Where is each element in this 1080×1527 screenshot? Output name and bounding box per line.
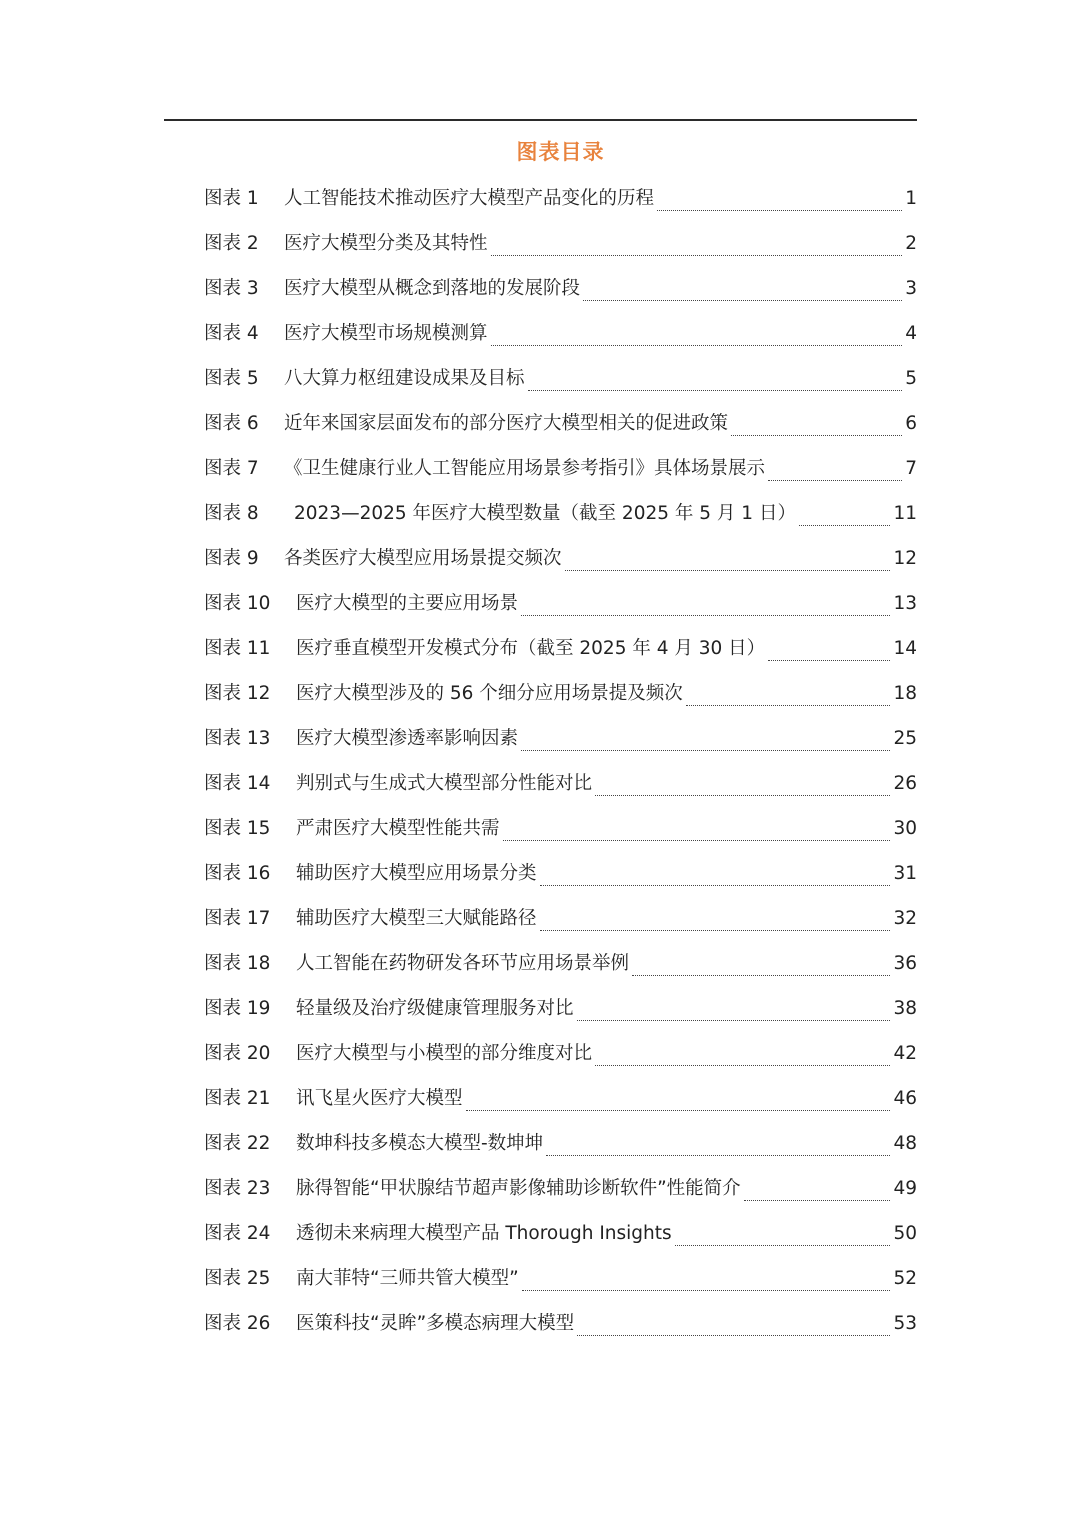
dot-leader: [540, 929, 891, 931]
figure-title: 数坤科技多模态大模型-数坤坤: [296, 1133, 544, 1154]
figure-number: 图表 17: [204, 908, 271, 929]
dot-leader: [657, 209, 902, 211]
figure-title: 轻量级及治疗级健康管理服务对比: [296, 998, 574, 1019]
figure-title: 《卫生健康行业人工智能应用场景参考指引》具体场景展示: [284, 458, 766, 479]
figure-number: 图表 7: [204, 458, 259, 479]
figure-number: 图表 10: [204, 593, 271, 614]
figure-number: 图表 22: [204, 1133, 271, 1154]
page-number: 18: [893, 683, 917, 704]
page-number: 52: [893, 1268, 917, 1289]
page-number: 5: [905, 368, 917, 389]
dot-leader: [768, 659, 890, 661]
dot-leader: [731, 434, 902, 436]
toc-entry[interactable]: [204, 812, 917, 857]
figure-title: 判别式与生成式大模型部分性能对比: [296, 773, 593, 794]
page-number: 49: [893, 1178, 917, 1199]
figure-number: 图表 5: [204, 368, 259, 389]
page-number: 42: [893, 1043, 917, 1064]
figure-title: 辅助医疗大模型三大赋能路径: [296, 908, 537, 929]
figure-title: 医疗垂直模型开发模式分布（截至 2025 年 4 月 30 日）: [296, 638, 766, 659]
dot-leader: [521, 749, 890, 751]
dot-leader: [528, 389, 903, 391]
toc-entry[interactable]: [204, 317, 917, 362]
figure-title: 医疗大模型从概念到落地的发展阶段: [284, 278, 581, 299]
figure-number: 图表 3: [204, 278, 259, 299]
toc-entry[interactable]: [204, 272, 917, 317]
toc-entry[interactable]: [204, 1262, 917, 1307]
page-number: 32: [893, 908, 917, 929]
figure-number: 图表 18: [204, 953, 271, 974]
page-number: 11: [893, 503, 917, 524]
figure-number: 图表 21: [204, 1088, 271, 1109]
figure-title: 医疗大模型市场规模测算: [284, 323, 488, 344]
page-number: 7: [905, 458, 917, 479]
dot-leader: [522, 1289, 891, 1291]
page-number: 50: [893, 1223, 917, 1244]
figure-number: 图表 13: [204, 728, 271, 749]
figure-number: 图表 2: [204, 233, 259, 254]
toc-entry[interactable]: [204, 1307, 917, 1352]
toc-entry[interactable]: [204, 1172, 917, 1217]
toc-entry[interactable]: [204, 1217, 917, 1262]
page-number: 30: [893, 818, 917, 839]
toc-entry[interactable]: [204, 362, 917, 407]
toc-entry[interactable]: [204, 902, 917, 947]
page-number: 14: [893, 638, 917, 659]
header-rule: [164, 119, 917, 121]
dot-leader: [503, 839, 891, 841]
figure-number: 图表 24: [204, 1223, 271, 1244]
dot-leader: [675, 1244, 891, 1246]
page-number: 12: [893, 548, 917, 569]
page-number: 25: [893, 728, 917, 749]
dot-leader: [595, 1064, 890, 1066]
page-number: 46: [893, 1088, 917, 1109]
toc-entry[interactable]: [204, 767, 917, 812]
toc-entry[interactable]: [204, 407, 917, 452]
page-number: 1: [905, 188, 917, 209]
figure-number: 图表 11: [204, 638, 271, 659]
figure-title: 人工智能技术推动医疗大模型产品变化的历程: [284, 188, 655, 209]
page-number: 13: [893, 593, 917, 614]
dot-leader: [583, 299, 902, 301]
toc-entry[interactable]: [204, 632, 917, 677]
figure-title: 医疗大模型涉及的 56 个细分应用场景提及频次: [296, 683, 683, 704]
toc-entry[interactable]: [204, 1082, 917, 1127]
page-number: 36: [893, 953, 917, 974]
figure-title: 医疗大模型的主要应用场景: [296, 593, 519, 614]
page-number: 38: [893, 998, 917, 1019]
dot-leader: [540, 884, 891, 886]
toc-entry[interactable]: [204, 1127, 917, 1172]
figure-title: 人工智能在药物研发各环节应用场景举例: [296, 953, 630, 974]
toc-entry[interactable]: [204, 497, 917, 542]
toc-entry[interactable]: [204, 677, 917, 722]
dot-leader: [521, 614, 890, 616]
figure-number: 图表 6: [204, 413, 259, 434]
figure-number: 图表 20: [204, 1043, 271, 1064]
figure-toc-list: [204, 182, 917, 1352]
figure-title: 医疗大模型与小模型的部分维度对比: [296, 1043, 593, 1064]
figure-title: 透彻未来病理大模型产品 Thorough Insights: [296, 1223, 672, 1244]
dot-leader: [768, 479, 902, 481]
figure-number: 图表 25: [204, 1268, 271, 1289]
page-number: 6: [905, 413, 917, 434]
page-title: 图表目录: [516, 140, 605, 164]
figure-number: 图表 19: [204, 998, 271, 1019]
figure-title: 医疗大模型渗透率影响因素: [296, 728, 519, 749]
dot-leader: [744, 1199, 891, 1201]
figure-title: 医策科技“灵眸”多模态病理大模型: [296, 1313, 575, 1334]
toc-entry[interactable]: [204, 722, 917, 767]
figure-number: 图表 4: [204, 323, 259, 344]
dot-leader: [565, 569, 891, 571]
dot-leader: [491, 344, 903, 346]
dot-leader: [632, 974, 890, 976]
figure-title: 讯飞星火医疗大模型: [296, 1088, 463, 1109]
page-number: 2: [905, 233, 917, 254]
page-number: 48: [893, 1133, 917, 1154]
figure-title: 南大菲特“三师共管大模型”: [296, 1268, 519, 1289]
figure-title: 严肃医疗大模型性能共需: [296, 818, 500, 839]
figure-number: 图表 16: [204, 863, 271, 884]
dot-leader: [577, 1334, 890, 1336]
dot-leader: [466, 1109, 891, 1111]
page-number: 3: [905, 278, 917, 299]
figure-number: 图表 14: [204, 773, 271, 794]
dot-leader: [577, 1019, 891, 1021]
figure-number: 图表 9: [204, 548, 259, 569]
figure-number: 图表 26: [204, 1313, 271, 1334]
dot-leader: [595, 794, 890, 796]
figure-number: 图表 1: [204, 188, 259, 209]
figure-number: 图表 12: [204, 683, 271, 704]
toc-entry[interactable]: [204, 182, 917, 227]
page-number: 53: [893, 1313, 917, 1334]
toc-entry[interactable]: [204, 992, 917, 1037]
dot-leader: [546, 1154, 890, 1156]
toc-entry[interactable]: [204, 947, 917, 992]
figure-title: 2023—2025 年医疗大模型数量（截至 2025 年 5 月 1 日）: [294, 503, 796, 524]
toc-entry[interactable]: [204, 587, 917, 632]
figure-title: 各类医疗大模型应用场景提交频次: [284, 548, 562, 569]
figure-number: 图表 15: [204, 818, 271, 839]
page-number: 31: [893, 863, 917, 884]
figure-number: 图表 23: [204, 1178, 271, 1199]
figure-title: 医疗大模型分类及其特性: [284, 233, 488, 254]
toc-entry[interactable]: [204, 542, 917, 587]
dot-leader: [686, 704, 891, 706]
figure-number: 图表 8: [204, 503, 259, 524]
figure-title: 近年来国家层面发布的部分医疗大模型相关的促进政策: [284, 413, 729, 434]
toc-entry[interactable]: [204, 227, 917, 272]
toc-entry[interactable]: [204, 452, 917, 497]
figure-title: 辅助医疗大模型应用场景分类: [296, 863, 537, 884]
page-number: 26: [893, 773, 917, 794]
toc-entry[interactable]: [204, 857, 917, 902]
figure-title: 脉得智能“甲状腺结节超声影像辅助诊断软件”性能简介: [296, 1178, 741, 1199]
toc-entry[interactable]: [204, 1037, 917, 1082]
dot-leader: [799, 524, 891, 526]
figure-title: 八大算力枢纽建设成果及目标: [284, 368, 525, 389]
dot-leader: [491, 254, 903, 256]
page-number: 4: [905, 323, 917, 344]
